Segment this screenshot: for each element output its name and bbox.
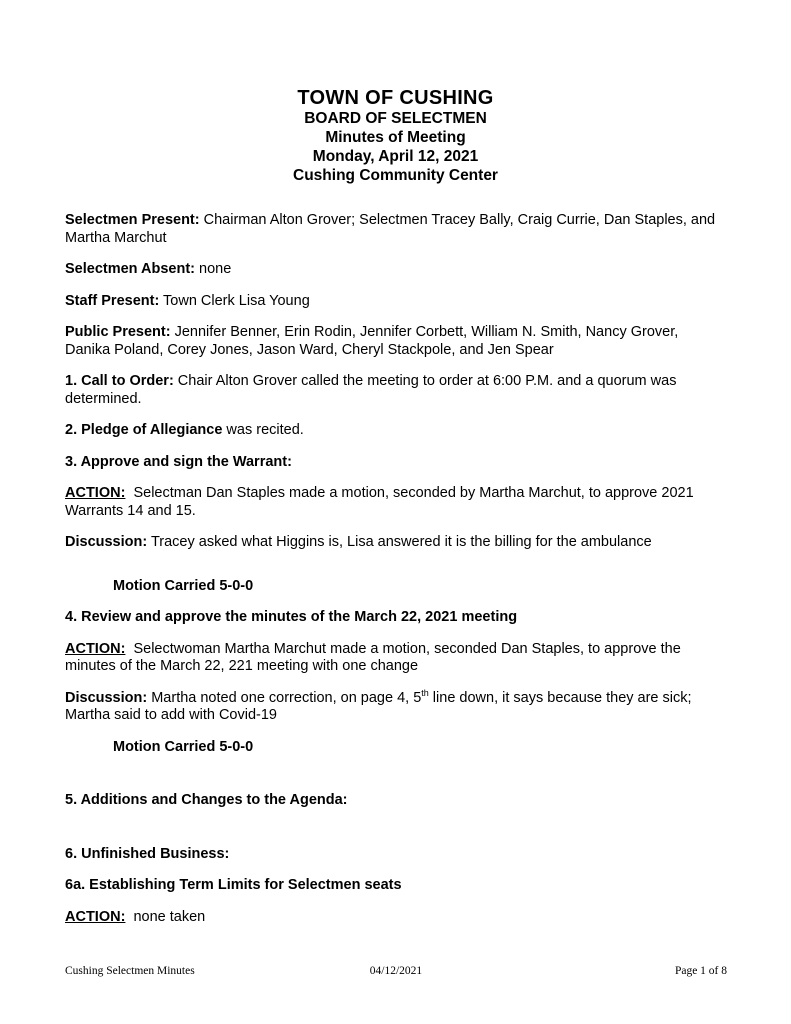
paragraph-item-6-unfinished-business [65,846,727,864]
discussion-2-label: Discussion: [65,689,148,706]
paragraph-item-2-pledge [65,422,727,440]
discussion-1-label: Discussion: [65,534,148,550]
paragraph-public-present [65,324,727,359]
selectmen-absent-text: none [195,261,232,277]
paragraph-item-3-warrant [65,454,727,472]
item-4-label: 4. Review and approve the minutes of the March 22, 2021 meeting [65,609,518,625]
motion-carried-1: Motion Carried 5-0-0 [113,577,254,594]
paragraph-item-1-call-to-order [65,373,727,408]
action-2-label: ACTION: [65,640,126,657]
action-2-text: Selectwoman Martha Marchut made a motion, seconded Dan Staples, to approve the minutes of the March 22, 221 meeting with one change [65,640,681,674]
footer-document-title: Cushing Selectmen Minutes [65,965,195,977]
paragraph-item-5-agenda-changes [65,792,727,810]
selectmen-absent-label: Selectmen Absent: [65,261,195,277]
doc-subtitle-date: Monday, April 12, 2021 [312,148,479,165]
doc-subtitle-location: Cushing Community Center [293,167,498,184]
paragraph-discussion-warrant [65,534,727,552]
item-3-label: 3. Approve and sign the Warrant: [65,453,292,470]
discussion-2-text-after: line down, it says because they are sick; Martha said to add with Covid-19 [65,689,692,723]
item-2-text: was recited. [222,422,304,438]
motion-carried-2: Motion Carried 5-0-0 [113,738,254,755]
public-present-label: Public Present: [65,324,171,340]
ordinal-superscript: th [421,687,429,698]
selectmen-present-text: Chairman Alton Grover; Selectmen Tracey Bally, Craig Currie, Dan Staples, and Martha Marchut [65,212,716,246]
paragraph-discussion-minutes [65,687,727,725]
public-present-text: Jennifer Benner, Erin Rodin, Jennifer Corbett, William N. Smith, Nancy Grover, Danika Poland, Corey Jones, Jason Ward, Cheryl Stackpole, and Jen Spear [65,324,679,358]
action-3-label: ACTION: [65,908,126,925]
doc-title: TOWN OF CUSHING [297,87,494,109]
item-1-label: 1. Call to Order: [65,373,174,389]
item-6-label: 6. Unfinished Business: [65,845,230,862]
selectmen-present-label: Selectmen Present: [65,212,200,228]
staff-present-label: Staff Present: [65,292,160,309]
item-5-label: 5. Additions and Changes to the Agenda: [65,792,348,808]
item-6a-label: 6a. Establishing Term Limits for Selectmen seats [65,877,402,893]
paragraph-staff-present [65,293,727,311]
doc-subtitle-minutes: Minutes of Meeting [325,129,466,146]
paragraph-item-4-minutes [65,609,727,627]
footer-page-number: Page 1 of 8 [674,965,727,977]
action-1-text: Selectman Dan Staples made a motion, seconded by Martha Marchut, to approve 2021 Warrants 14 and 15. [65,485,694,519]
document-footer [65,965,727,981]
footer-date: 04/12/2021 [369,965,423,977]
paragraph-action-minutes [65,641,727,676]
action-1-label: ACTION: [65,485,126,501]
action-3-text: none taken [125,908,206,925]
document-header [0,0,791,185]
discussion-2-text-before: Martha noted one correction, on page 4, 5 [147,689,422,706]
paragraph-item-6a-term-limits [65,877,727,895]
staff-present-text: Town Clerk Lisa Young [159,292,310,309]
paragraph-selectmen-absent [65,261,727,279]
paragraph-action-warrant [65,485,727,520]
doc-subtitle-board: BOARD OF SELECTMEN [304,110,487,127]
item-1-text: Chair Alton Grover called the meeting to order at 6:00 P.M. and a quorum was determined. [65,373,677,407]
paragraph-selectmen-present [65,212,727,247]
discussion-1-text: Tracey asked what Higgins is, Lisa answered it is the billing for the ambulance [147,534,652,550]
item-2-label: 2. Pledge of Allegiance [65,422,223,438]
paragraph-action-term-limits [65,909,727,927]
document-body [65,212,727,926]
